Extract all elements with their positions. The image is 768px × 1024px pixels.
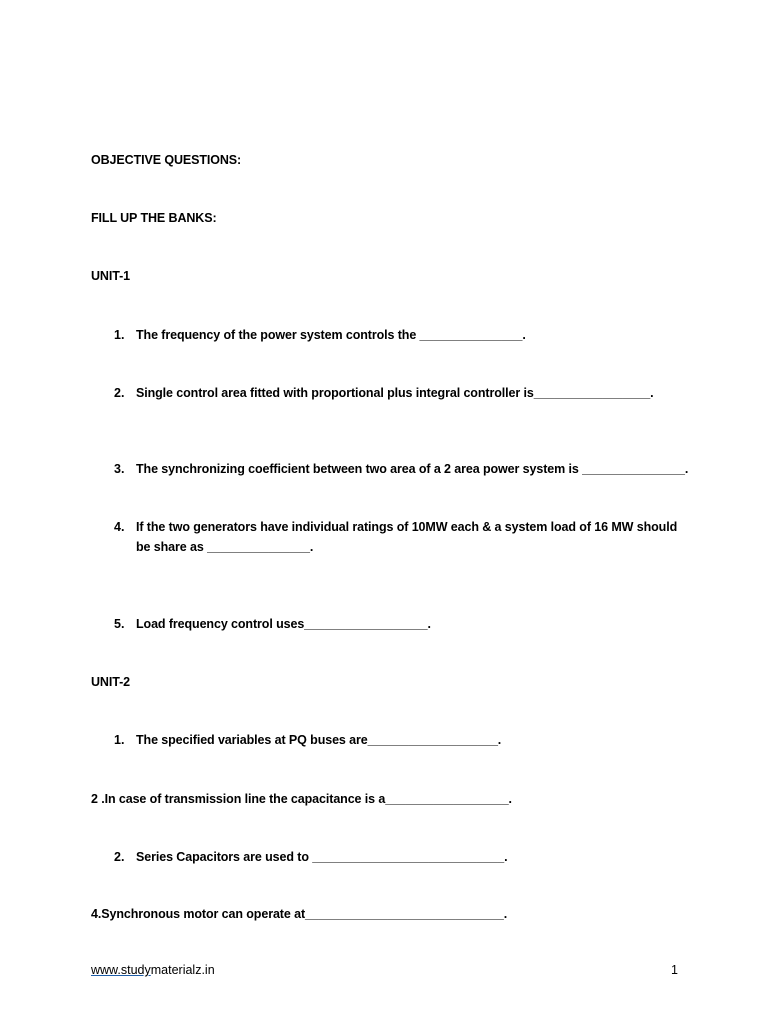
question-text: 2 .In case of transmission line the capacitance is a__________________.: [91, 792, 512, 806]
question-text: 4.Synchronous motor can operate at_____________________________.: [91, 907, 508, 921]
question-number: 3.: [114, 462, 125, 476]
question-text-continuation: be share as _______________.: [136, 540, 314, 554]
question-text: The frequency of the power system controls the _______________.: [136, 328, 526, 342]
heading-unit-1: UNIT-1: [91, 269, 130, 283]
question-text: The synchronizing coefficient between two area of a 2 area power system is _______________.: [136, 462, 689, 476]
heading-unit-2: UNIT-2: [91, 675, 130, 689]
question-number: 2.: [114, 850, 125, 864]
question-text: Load frequency control uses__________________.: [136, 617, 431, 631]
page-number: 1: [671, 963, 678, 977]
question-text: The specified variables at PQ buses are___________________.: [136, 733, 502, 747]
question-number: 1.: [114, 733, 125, 747]
heading-objective-questions: OBJECTIVE QUESTIONS:: [91, 153, 242, 167]
question-number: 1.: [114, 328, 125, 342]
question-number: 4.: [114, 520, 125, 534]
question-number: 2.: [114, 386, 125, 400]
question-text: Single control area fitted with proportional plus integral controller is_________________.: [136, 386, 654, 400]
question-number: 5.: [114, 617, 125, 631]
question-text: If the two generators have individual ratings of 10MW each & a system load of 16 MW should: [136, 520, 678, 534]
heading-fill-up: FILL UP THE BANKS:: [91, 211, 217, 225]
footer-link-prefix[interactable]: www.study: [91, 963, 151, 977]
footer-link-suffix[interactable]: materialz.in: [150, 963, 215, 977]
footer-website-link[interactable]: [91, 962, 215, 978]
question-text: Series Capacitors are used to ____________________________.: [136, 850, 508, 864]
